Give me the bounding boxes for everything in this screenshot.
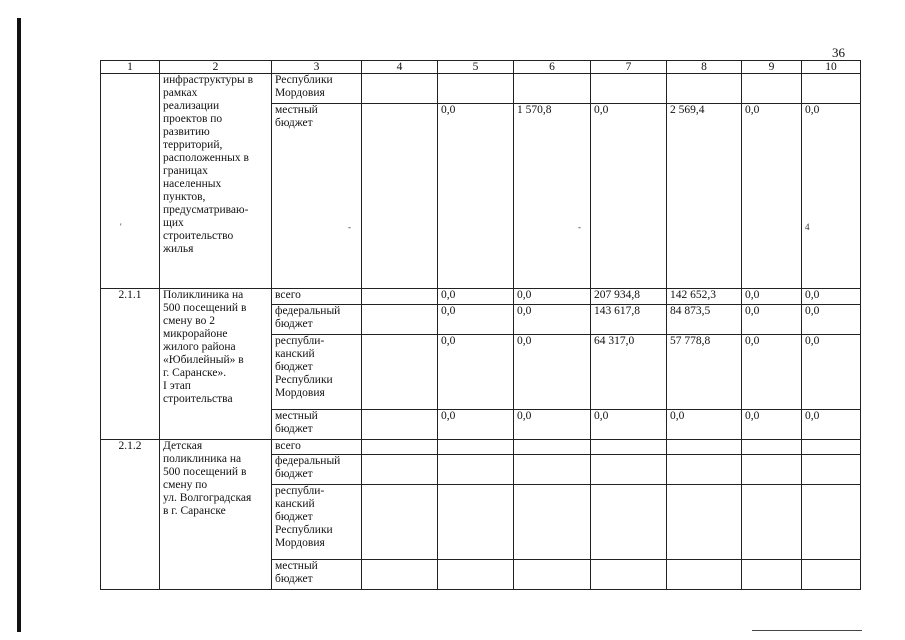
value-cell-c4 (362, 440, 438, 455)
value-cell-c7 (591, 485, 667, 560)
budget-source: всего (272, 289, 362, 305)
value-cell-c10 (802, 440, 861, 455)
value-cell-c4 (362, 560, 438, 590)
value-cell-c6 (514, 560, 591, 590)
value-cell-c6 (514, 440, 591, 455)
value-cell-c10: 0,0 (802, 335, 861, 410)
table-row (101, 440, 861, 455)
value-cell-c6 (514, 74, 591, 104)
value-cell-c9: 0,0 (742, 104, 802, 289)
col-header-5: 5 (438, 61, 514, 74)
col-header-3: 3 (272, 61, 362, 74)
value-cell-c5: 0,0 (438, 289, 514, 305)
budget-source: республи- канский бюджет Республики Мордовия (272, 485, 362, 560)
scan-speck: 4 (805, 222, 810, 232)
value-cell-c10 (802, 485, 861, 560)
value-cell-c4 (362, 485, 438, 560)
value-cell-c9: 0,0 (742, 305, 802, 335)
value-cell-c9 (742, 485, 802, 560)
col-header-1: 1 (101, 61, 160, 74)
value-cell-c10 (802, 455, 861, 485)
value-cell-c4 (362, 455, 438, 485)
value-cell-c6: 0,0 (514, 410, 591, 440)
budget-source: республи- канский бюджет Республики Мордовия (272, 335, 362, 410)
value-cell-c5: 0,0 (438, 104, 514, 289)
value-cell-c6: 1 570,8 (514, 104, 591, 289)
value-cell-c4 (362, 410, 438, 440)
value-cell-c6: 0,0 (514, 305, 591, 335)
budget-table (100, 60, 861, 590)
row-number (101, 74, 160, 289)
value-cell-c8 (667, 440, 742, 455)
budget-source: федеральный бюджет (272, 305, 362, 335)
table-row (101, 289, 861, 305)
value-cell-c8: 84 873,5 (667, 305, 742, 335)
value-cell-c10: 0,0 (802, 305, 861, 335)
value-cell-c9: 0,0 (742, 289, 802, 305)
value-cell-c7 (591, 455, 667, 485)
value-cell-c7: 0,0 (591, 104, 667, 289)
row-number: 2.1.1 (101, 289, 160, 440)
budget-source: Республики Мордовия (272, 74, 362, 104)
value-cell-c4 (362, 104, 438, 289)
budget-source: местный бюджет (272, 410, 362, 440)
value-cell-c6: 0,0 (514, 335, 591, 410)
value-cell-c5 (438, 560, 514, 590)
value-cell-c5: 0,0 (438, 335, 514, 410)
value-cell-c5 (438, 440, 514, 455)
budget-source: всего (272, 440, 362, 455)
object-name: инфраструктуры в рамках реализации проектов по развитию территорий, расположенных в границах населенных пунктов, предусматриваю- щих строительство жилья (160, 74, 272, 289)
value-cell-c4 (362, 74, 438, 104)
value-cell-c4 (362, 335, 438, 410)
value-cell-c7: 143 617,8 (591, 305, 667, 335)
bottom-rule (752, 630, 862, 631)
value-cell-c7: 0,0 (591, 410, 667, 440)
object-name: Детская поликлиника на 500 посещений в смену по ул. Волгоградская в г. Саранске (160, 440, 272, 590)
value-cell-c8: 142 652,3 (667, 289, 742, 305)
value-cell-c9: 0,0 (742, 335, 802, 410)
value-cell-c8 (667, 560, 742, 590)
value-cell-c5 (438, 74, 514, 104)
col-header-2: 2 (160, 61, 272, 74)
scan-speck: - (348, 222, 351, 232)
value-cell-c8: 0,0 (667, 410, 742, 440)
value-cell-c10 (802, 74, 861, 104)
scan-speck: - (578, 222, 581, 232)
value-cell-c9 (742, 74, 802, 104)
budget-source: местный бюджет (272, 560, 362, 590)
object-name: Поликлиника на 500 посещений в смену во 2 микрорайоне жилого района «Юбилейный» в г. Саранске». I этап строительства (160, 289, 272, 440)
col-header-7: 7 (591, 61, 667, 74)
value-cell-c6 (514, 485, 591, 560)
value-cell-c8 (667, 485, 742, 560)
scan-edge-bar (17, 18, 21, 632)
value-cell-c10: 0,0 (802, 410, 861, 440)
budget-source: федеральный бюджет (272, 455, 362, 485)
row-number: 2.1.2 (101, 440, 160, 590)
value-cell-c7: 207 934,8 (591, 289, 667, 305)
value-cell-c8: 57 778,8 (667, 335, 742, 410)
table-row (101, 74, 861, 104)
value-cell-c7: 64 317,0 (591, 335, 667, 410)
value-cell-c9 (742, 560, 802, 590)
value-cell-c8 (667, 74, 742, 104)
col-header-9: 9 (742, 61, 802, 74)
col-header-8: 8 (667, 61, 742, 74)
value-cell-c7 (591, 560, 667, 590)
scan-speck: ' (120, 222, 122, 232)
value-cell-c9 (742, 455, 802, 485)
value-cell-c5: 0,0 (438, 410, 514, 440)
value-cell-c5: 0,0 (438, 305, 514, 335)
value-cell-c6: 0,0 (514, 289, 591, 305)
value-cell-c7 (591, 440, 667, 455)
value-cell-c9: 0,0 (742, 410, 802, 440)
value-cell-c4 (362, 305, 438, 335)
value-cell-c10 (802, 560, 861, 590)
value-cell-c6 (514, 455, 591, 485)
value-cell-c8: 2 569,4 (667, 104, 742, 289)
value-cell-c9 (742, 440, 802, 455)
value-cell-c5 (438, 455, 514, 485)
budget-source: местный бюджет (272, 104, 362, 289)
col-header-4: 4 (362, 61, 438, 74)
value-cell-c8 (667, 455, 742, 485)
header-row (101, 61, 861, 74)
page-number: 36 (832, 45, 845, 60)
value-cell-c10: 0,0 (802, 289, 861, 305)
col-header-6: 6 (514, 61, 591, 74)
col-header-10: 10 (802, 61, 861, 74)
value-cell-c10: 0,0 (802, 104, 861, 289)
value-cell-c5 (438, 485, 514, 560)
value-cell-c7 (591, 74, 667, 104)
value-cell-c4 (362, 289, 438, 305)
